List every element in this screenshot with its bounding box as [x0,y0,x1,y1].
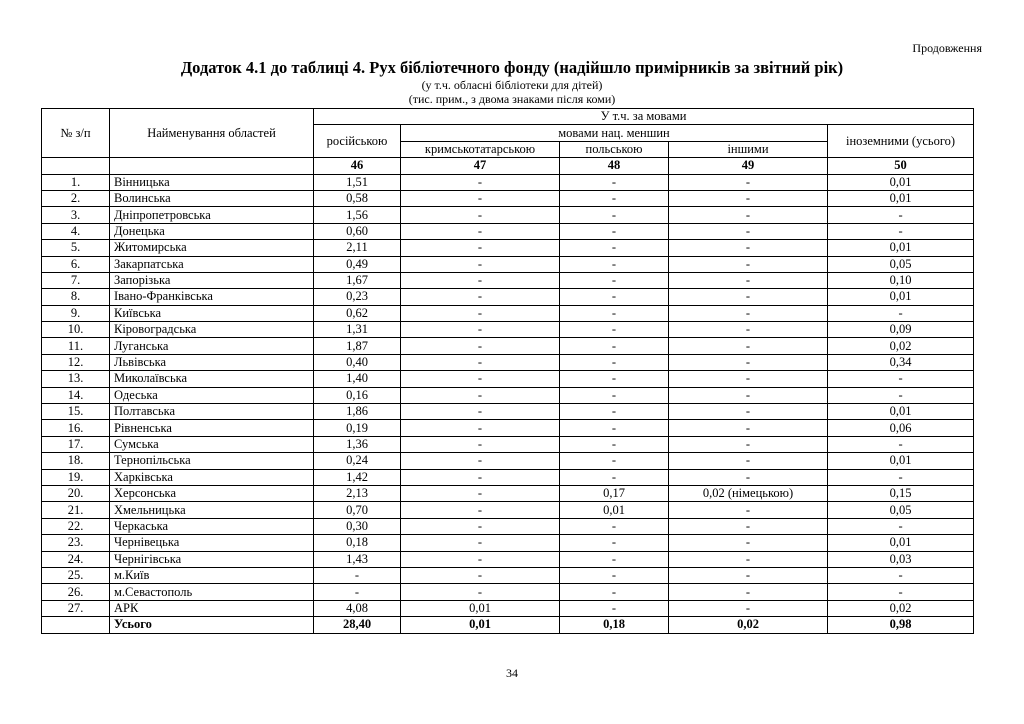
region-name: АРК [110,600,314,616]
value-crimean-tatar: - [401,387,560,403]
value-other: - [669,518,828,534]
value-crimean-tatar: 0,01 [401,617,560,633]
table-row [42,387,974,403]
region-name: Усього [110,617,314,633]
value-other: - [669,354,828,370]
row-number: 2. [42,190,110,206]
value-foreign: 0,06 [828,420,974,436]
row-number: 11. [42,338,110,354]
page-title: Додаток 4.1 до таблиці 4. Рух бібліотечного фонду (надійшло примірників за звітний рік) [180,58,844,77]
value-polish: - [560,272,669,288]
library-fund-table [41,108,974,634]
row-number: 9. [42,305,110,321]
table-body [42,174,974,633]
value-polish: - [560,584,669,600]
value-foreign: 0,02 [828,600,974,616]
region-name: м.Севастополь [110,584,314,600]
value-crimean-tatar: - [401,240,560,256]
value-russian: 1,31 [314,322,401,338]
value-crimean-tatar: - [401,567,560,583]
value-crimean-tatar: - [401,371,560,387]
table-row [42,256,974,272]
value-russian: 1,86 [314,404,401,420]
value-foreign: 0,05 [828,256,974,272]
value-other: 0,02 (німецькою) [669,485,828,501]
value-crimean-tatar: 0,01 [401,600,560,616]
value-crimean-tatar: - [401,485,560,501]
value-other: - [669,469,828,485]
value-russian: 0,60 [314,223,401,239]
value-crimean-tatar: - [401,272,560,288]
table-row [42,453,974,469]
row-number: 10. [42,322,110,338]
column-number: 47 [401,158,560,174]
row-number: 18. [42,453,110,469]
header-minority: мовами нац. меншин [401,125,828,141]
value-other: - [669,551,828,567]
value-other: - [669,190,828,206]
value-russian: 0,30 [314,518,401,534]
value-other: - [669,174,828,190]
continued-label: Продовження [912,41,982,55]
row-number: 23. [42,535,110,551]
row-number: 13. [42,371,110,387]
value-foreign: 0,09 [828,322,974,338]
region-name: Івано-Франківська [110,289,314,305]
value-polish: - [560,404,669,420]
value-crimean-tatar: - [401,535,560,551]
value-russian: 0,18 [314,535,401,551]
value-foreign: - [828,387,974,403]
value-crimean-tatar: - [401,322,560,338]
row-number: 19. [42,469,110,485]
value-polish: 0,18 [560,617,669,633]
value-polish: 0,17 [560,485,669,501]
value-other: - [669,502,828,518]
region-name: Рівненська [110,420,314,436]
row-number: 27. [42,600,110,616]
value-foreign: 0,01 [828,289,974,305]
value-crimean-tatar: - [401,518,560,534]
row-number: 17. [42,436,110,452]
value-crimean-tatar: - [401,338,560,354]
value-polish: - [560,256,669,272]
value-russian: 0,24 [314,453,401,469]
header-other: іншими [669,141,828,157]
column-number-empty [110,158,314,174]
header-russian: російською [314,125,401,158]
value-crimean-tatar: - [401,453,560,469]
subtitle-units: (тис. прим., з двома знаками після коми) [408,92,616,106]
column-number-empty [42,158,110,174]
column-number: 48 [560,158,669,174]
table-row [42,567,974,583]
table-row [42,420,974,436]
value-other: - [669,240,828,256]
value-foreign: - [828,469,974,485]
value-foreign: - [828,371,974,387]
table-row [42,502,974,518]
value-other: - [669,272,828,288]
value-russian: 1,67 [314,272,401,288]
header-crimean-tatar: кримськотатарською [401,141,560,157]
value-other: - [669,567,828,583]
value-russian: 1,51 [314,174,401,190]
row-number: 12. [42,354,110,370]
value-polish: - [560,207,669,223]
region-name: Хмельницька [110,502,314,518]
row-number: 15. [42,404,110,420]
value-foreign: - [828,584,974,600]
value-russian: 2,11 [314,240,401,256]
table-row [42,436,974,452]
value-foreign: 0,34 [828,354,974,370]
value-foreign: 0,01 [828,535,974,551]
value-russian: 0,40 [314,354,401,370]
row-number [42,617,110,633]
value-foreign: 0,02 [828,338,974,354]
value-foreign: 0,01 [828,453,974,469]
value-polish: 0,01 [560,502,669,518]
region-name: Закарпатська [110,256,314,272]
table-row [42,289,974,305]
value-foreign: 0,01 [828,404,974,420]
value-crimean-tatar: - [401,551,560,567]
value-polish: - [560,305,669,321]
table-row [42,305,974,321]
row-number: 25. [42,567,110,583]
value-polish: - [560,600,669,616]
value-other: - [669,387,828,403]
value-other: - [669,289,828,305]
value-other: - [669,453,828,469]
table-row [42,190,974,206]
region-name: Чернігівська [110,551,314,567]
row-number: 4. [42,223,110,239]
table-row [42,551,974,567]
row-number: 16. [42,420,110,436]
table-row [42,485,974,501]
table-row [42,207,974,223]
value-russian: - [314,584,401,600]
value-other: - [669,305,828,321]
region-name: Тернопільська [110,453,314,469]
value-foreign: - [828,207,974,223]
region-name: Одеська [110,387,314,403]
row-number: 24. [42,551,110,567]
value-foreign: - [828,223,974,239]
value-russian: 1,36 [314,436,401,452]
region-name: Київська [110,305,314,321]
value-crimean-tatar: - [401,420,560,436]
value-foreign: 0,98 [828,617,974,633]
value-other: - [669,535,828,551]
value-polish: - [560,174,669,190]
value-other: - [669,338,828,354]
value-polish: - [560,371,669,387]
value-foreign: 0,03 [828,551,974,567]
header-foreign: іноземними (усього) [828,125,974,158]
region-name: Полтавська [110,404,314,420]
table-row [42,240,974,256]
row-number: 20. [42,485,110,501]
row-number: 8. [42,289,110,305]
value-polish: - [560,453,669,469]
table-row [42,174,974,190]
column-number: 49 [669,158,828,174]
region-name: Миколаївська [110,371,314,387]
value-crimean-tatar: - [401,190,560,206]
value-russian: 0,19 [314,420,401,436]
value-other: - [669,256,828,272]
value-polish: - [560,223,669,239]
table-row [42,223,974,239]
value-foreign: 0,01 [828,190,974,206]
value-other: - [669,404,828,420]
row-number: 1. [42,174,110,190]
total-row [42,617,974,633]
value-russian: 0,49 [314,256,401,272]
value-polish: - [560,289,669,305]
value-other: - [669,322,828,338]
value-other: - [669,420,828,436]
table-row [42,469,974,485]
value-polish: - [560,420,669,436]
table-row [42,518,974,534]
value-polish: - [560,469,669,485]
page-number: 34 [506,666,518,680]
row-number: 7. [42,272,110,288]
value-russian: 0,70 [314,502,401,518]
region-name: Черкаська [110,518,314,534]
table-row [42,600,974,616]
value-other: - [669,371,828,387]
value-crimean-tatar: - [401,174,560,190]
value-other: - [669,223,828,239]
table-row [42,322,974,338]
table-row [42,338,974,354]
region-name: Дніпропетровська [110,207,314,223]
value-crimean-tatar: - [401,584,560,600]
region-name: Донецька [110,223,314,239]
region-name: Запорізька [110,272,314,288]
value-russian: 1,56 [314,207,401,223]
value-polish: - [560,567,669,583]
value-foreign: 0,01 [828,240,974,256]
value-polish: - [560,518,669,534]
row-number: 6. [42,256,110,272]
row-number: 5. [42,240,110,256]
value-russian: 1,87 [314,338,401,354]
value-other: - [669,584,828,600]
table-row [42,535,974,551]
value-russian: 1,43 [314,551,401,567]
table-row [42,272,974,288]
value-russian: 28,40 [314,617,401,633]
header-by-language: У т.ч. за мовами [314,109,974,125]
header-no: № з/п [42,109,110,158]
value-polish: - [560,338,669,354]
table-row [42,371,974,387]
region-name: Житомирська [110,240,314,256]
value-polish: - [560,354,669,370]
region-name: Вінницька [110,174,314,190]
column-number-row [42,158,974,174]
value-foreign: 0,01 [828,174,974,190]
value-other: - [669,436,828,452]
value-foreign: - [828,567,974,583]
region-name: Харківська [110,469,314,485]
value-russian: 0,23 [314,289,401,305]
value-foreign: 0,05 [828,502,974,518]
value-polish: - [560,190,669,206]
value-crimean-tatar: - [401,207,560,223]
region-name: Львівська [110,354,314,370]
row-number: 22. [42,518,110,534]
table-row [42,354,974,370]
value-polish: - [560,240,669,256]
column-number: 46 [314,158,401,174]
value-russian: 4,08 [314,600,401,616]
value-russian: 0,16 [314,387,401,403]
row-number: 26. [42,584,110,600]
value-other: - [669,600,828,616]
value-polish: - [560,322,669,338]
column-number: 50 [828,158,974,174]
region-name: Херсонська [110,485,314,501]
value-foreign: 0,15 [828,485,974,501]
value-foreign: - [828,305,974,321]
value-russian: - [314,567,401,583]
value-foreign: - [828,518,974,534]
value-russian: 1,42 [314,469,401,485]
value-crimean-tatar: - [401,223,560,239]
row-number: 3. [42,207,110,223]
region-name: Чернівецька [110,535,314,551]
value-russian: 0,58 [314,190,401,206]
row-number: 21. [42,502,110,518]
value-crimean-tatar: - [401,436,560,452]
value-foreign: 0,10 [828,272,974,288]
value-crimean-tatar: - [401,404,560,420]
subtitle-scope: (у т.ч. обласні бібліотеки для дітей) [421,78,603,92]
value-crimean-tatar: - [401,289,560,305]
value-crimean-tatar: - [401,256,560,272]
value-other: - [669,207,828,223]
value-russian: 0,62 [314,305,401,321]
value-russian: 2,13 [314,485,401,501]
region-name: Сумська [110,436,314,452]
value-other: 0,02 [669,617,828,633]
value-foreign: - [828,436,974,452]
region-name: м.Київ [110,567,314,583]
value-crimean-tatar: - [401,502,560,518]
header-region: Найменування областей [110,109,314,158]
row-number: 14. [42,387,110,403]
value-russian: 1,40 [314,371,401,387]
header-polish: польською [560,141,669,157]
value-polish: - [560,535,669,551]
value-polish: - [560,551,669,567]
table-row [42,584,974,600]
value-crimean-tatar: - [401,305,560,321]
table-row [42,404,974,420]
value-crimean-tatar: - [401,469,560,485]
region-name: Кіровоградська [110,322,314,338]
value-crimean-tatar: - [401,354,560,370]
region-name: Волинська [110,190,314,206]
value-polish: - [560,387,669,403]
value-polish: - [560,436,669,452]
region-name: Луганська [110,338,314,354]
